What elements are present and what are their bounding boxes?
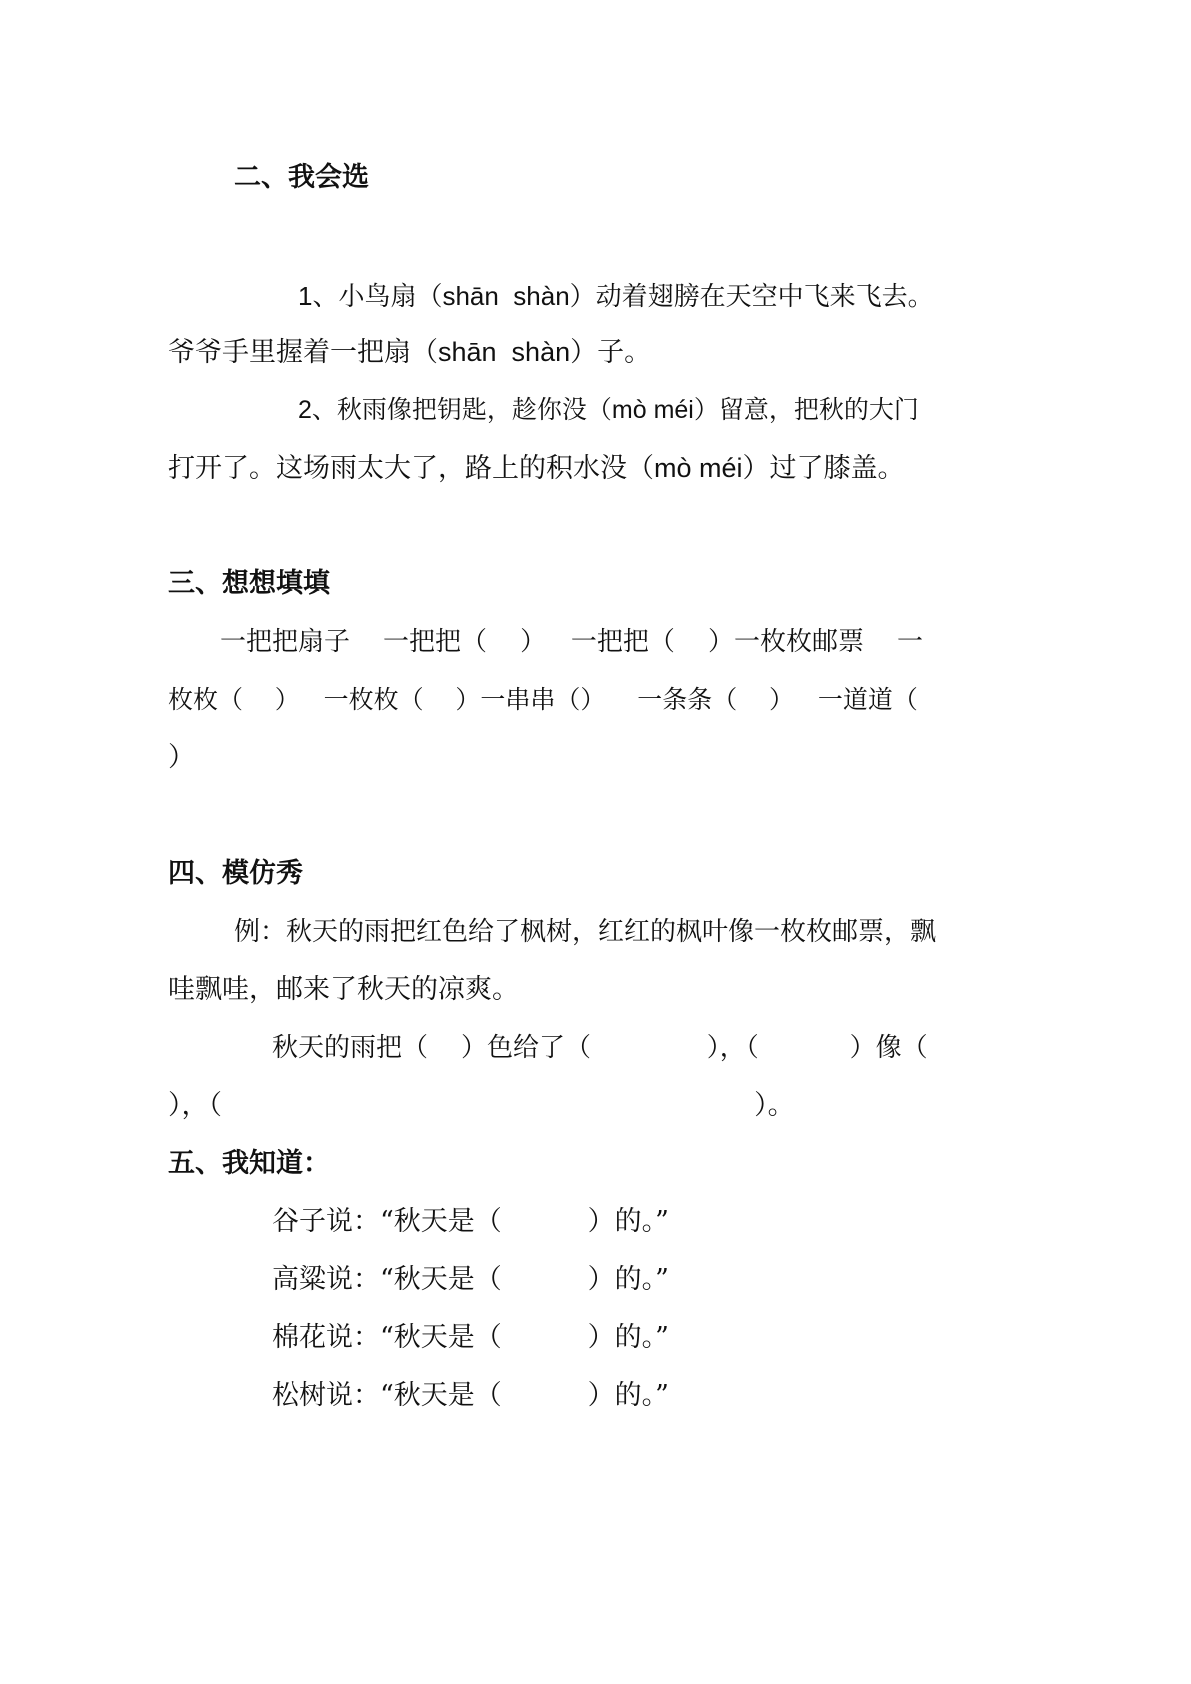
section-2-question-1-line-1: 1、小鸟扇（shān shàn）动着翅膀在天空中飞来飞去。 (298, 281, 934, 311)
section-3-heading: 三、想想填填 (168, 568, 330, 599)
section-5-line-4: 松树说：“秋天是（ ）的。” (272, 1380, 669, 1411)
section-5-line-1: 谷子说：“秋天是（ ）的。” (272, 1206, 669, 1237)
section-3-line-3: ） (168, 742, 195, 773)
section-3-line-1: 一把把扇子 一把把（ ） 一把把（ ）一枚枚邮票 一 (220, 627, 924, 657)
section-2-question-1-line-2: 爷爷手里握着一把扇（shān shàn）子。 (168, 337, 652, 367)
section-5-line-2: 高粱说：“秋天是（ ）的。” (272, 1264, 669, 1295)
section-4-exercise-line-1: 秋天的雨把（ ）色给了（ ），（ ）像（ (272, 1033, 928, 1063)
section-2-heading: 二、我会选 (234, 162, 369, 193)
section-4-example-line-2: 哇飘哇，邮来了秋天的凉爽。 (168, 974, 519, 1005)
section-4-example-line-1: 例：秋天的雨把红色给了枫树，红红的枫叶像一枚枚邮票，飘 (234, 917, 937, 947)
section-2-question-2-line-1: 2、秋雨像把钥匙，趁你没（mò méi）留意，把秋的大门 (298, 396, 919, 424)
section-4-heading: 四、模仿秀 (168, 858, 303, 889)
section-5-heading: 五、我知道： (168, 1148, 330, 1179)
section-3-line-2: 枚枚（ ） 一枚枚（ ）一串串（） 一条条（ ） 一道道（ (168, 685, 918, 714)
section-4-exercise-line-2: ），（ ）。 (168, 1090, 795, 1121)
section-2-question-2-line-2: 打开了。这场雨太大了，路上的积水没（mò méi）过了膝盖。 (168, 453, 905, 483)
section-5-line-3: 棉花说：“秋天是（ ）的。” (272, 1322, 669, 1353)
